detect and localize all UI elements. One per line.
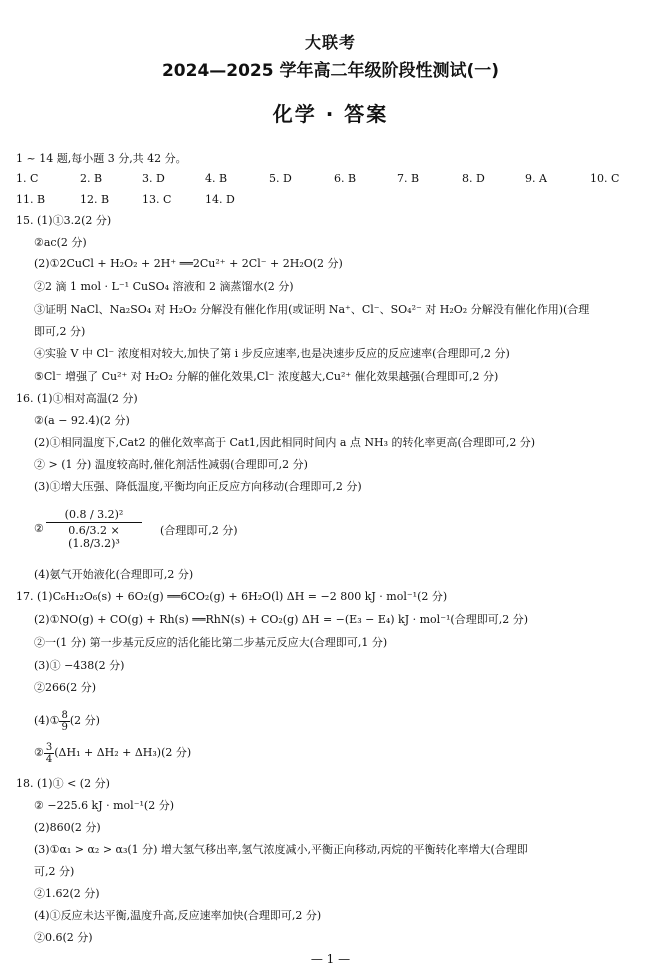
q16-frac-note: (合理即可,2 分) [160, 524, 238, 537]
fraction-denominator: 4 [45, 753, 53, 765]
mc-answer: 12. B [80, 193, 110, 206]
q18-line: ②0.6(2 分) [34, 931, 93, 944]
q16-line: (2)①相同温度下,Cat2 的催化效率高于 Cat1,因此相同时间内 a 点 NH₃ 的转化率更高(合理即可,2 分) [34, 436, 536, 449]
mc-answer: 5. D [269, 172, 292, 185]
exam-org: 大联考 [304, 33, 356, 52]
q18-line: ②1.62(2 分) [34, 887, 100, 900]
q18-line: 18. (1)① < (2 分) [16, 777, 110, 790]
q17-line: ②一(1 分) 第一步基元反应的活化能比第二步基元反应大(合理即可,1 分) [34, 636, 388, 649]
mc-answer: 3. D [142, 172, 165, 185]
q16-line: ② > (1 分) 温度较高时,催化剂活性减弱(合理即可,2 分) [34, 458, 308, 471]
mc-answer: 14. D [205, 193, 235, 206]
q15-line: ②2 滴 1 mol · L⁻¹ CuSO₄ 溶液和 2 滴蒸馏水(2 分) [34, 280, 294, 293]
q15-line: ③证明 NaCl、Na₂SO₄ 对 H₂O₂ 分解没有催化作用(或证明 Na⁺、Cl⁻、SO₄²⁻ 对 H₂O₂ 分解没有催化作用)(合理 [34, 303, 590, 316]
q17-line-fraction [34, 708, 100, 734]
q16-line: (4)氨气开始液化(合理即可,2 分) [34, 568, 194, 581]
q15-line: (2)①2CuCl + H₂O₂ + 2H⁺ ══2Cu²⁺ + 2Cl⁻ + 2H₂O(2 分) [34, 257, 343, 270]
q17-l7-prefix: ② [34, 746, 44, 759]
q18-line: (2)860(2 分) [34, 821, 101, 834]
fraction-numerator: 3 [45, 741, 53, 753]
q17-l6-prefix: (4)① [34, 714, 60, 727]
q16-frac-prefix: ② [34, 522, 44, 535]
q17-l7-suffix: (ΔH₁ + ΔH₂ + ΔH₃)(2 分) [54, 746, 192, 759]
fraction-denominator: 9 [61, 721, 68, 733]
mc-answer: 13. C [142, 193, 172, 206]
q15-line: ②ac(2 分) [34, 236, 87, 249]
q16-line: (3)①增大压强、降低温度,平衡均向正反应方向移动(合理即可,2 分) [34, 480, 362, 493]
q18-line: (4)①反应未达平衡,温度升高,反应速率加快(合理即可,2 分) [34, 909, 322, 922]
mc-answer: 7. B [397, 172, 420, 185]
q17-line: (2)①NO(g) + CO(g) + Rh(s) ══RhN(s) + CO₂(g) ΔH = −(E₃ − E₄) kJ · mol⁻¹(合理即可,2 分) [34, 613, 528, 626]
q17-line: (3)① −438(2 分) [34, 659, 125, 672]
mc-answer: 6. B [334, 172, 357, 185]
q17-line: ②266(2 分) [34, 681, 97, 694]
mc-answer: 11. B [16, 193, 46, 206]
mc-answer: 1. C [16, 172, 39, 185]
q16-line: ②(a − 92.4)(2 分) [34, 414, 130, 427]
q15-line: ④实验 V 中 Cl⁻ 浓度相对较大,加快了第 i 步反应速率,也是决速步反应的反应速率(合理即可,2 分) [34, 347, 510, 360]
mc-intro: 1 ~ 14 题,每小题 3 分,共 42 分。 [16, 152, 187, 165]
q17-line: 17. (1)C₆H₁₂O₆(s) + 6O₂(g) ══6CO₂(g) + 6H₂O(l) ΔH = −2 800 kJ · mol⁻¹(2 分) [16, 590, 448, 603]
fraction-denominator: 0.6/3.2 × (1.8/3.2)³ [68, 524, 120, 550]
mc-answer: 4. B [205, 172, 228, 185]
page-number: — 1 — [310, 952, 351, 966]
exam-title: 2024—2025 学年高二年级阶段性测试(一) [161, 61, 500, 81]
fraction [59, 710, 69, 733]
q18-line: (3)①α₁ > α₂ > α₃(1 分) 增大氢气移出率,氢气浓度减小,平衡正向移动,丙烷的平衡转化率增大(合理即 [34, 843, 528, 856]
q17-l6-suffix: (2 分) [69, 714, 100, 727]
q15-line: ⑤Cl⁻ 增强了 Cu²⁺ 对 H₂O₂ 分解的催化效果,Cl⁻ 浓度越大,Cu²⁺ 催化效果越强(合理即可,2 分) [34, 370, 499, 383]
q15-line: 15. (1)①3.2(2 分) [16, 214, 112, 227]
q17-line-fraction [34, 740, 191, 766]
mc-answer: 2. B [80, 172, 103, 185]
q16-line: 16. (1)①相对高温(2 分) [16, 392, 138, 405]
fraction-numerator: (0.8 / 3.2)² [46, 508, 142, 523]
q16-equilibrium-constant-fraction [46, 508, 142, 550]
q15-line: 即可,2 分) [34, 325, 86, 338]
fraction-numerator: 8 [61, 709, 68, 721]
q18-line: 可,2 分) [34, 865, 75, 878]
mc-answer: 8. D [462, 172, 485, 185]
fraction [44, 742, 54, 765]
subject-title: 化学 · 答案 [272, 102, 389, 126]
q18-line: ② −225.6 kJ · mol⁻¹(2 分) [34, 799, 174, 812]
mc-answer: 9. A [525, 172, 547, 185]
mc-answer: 10. C [590, 172, 620, 185]
